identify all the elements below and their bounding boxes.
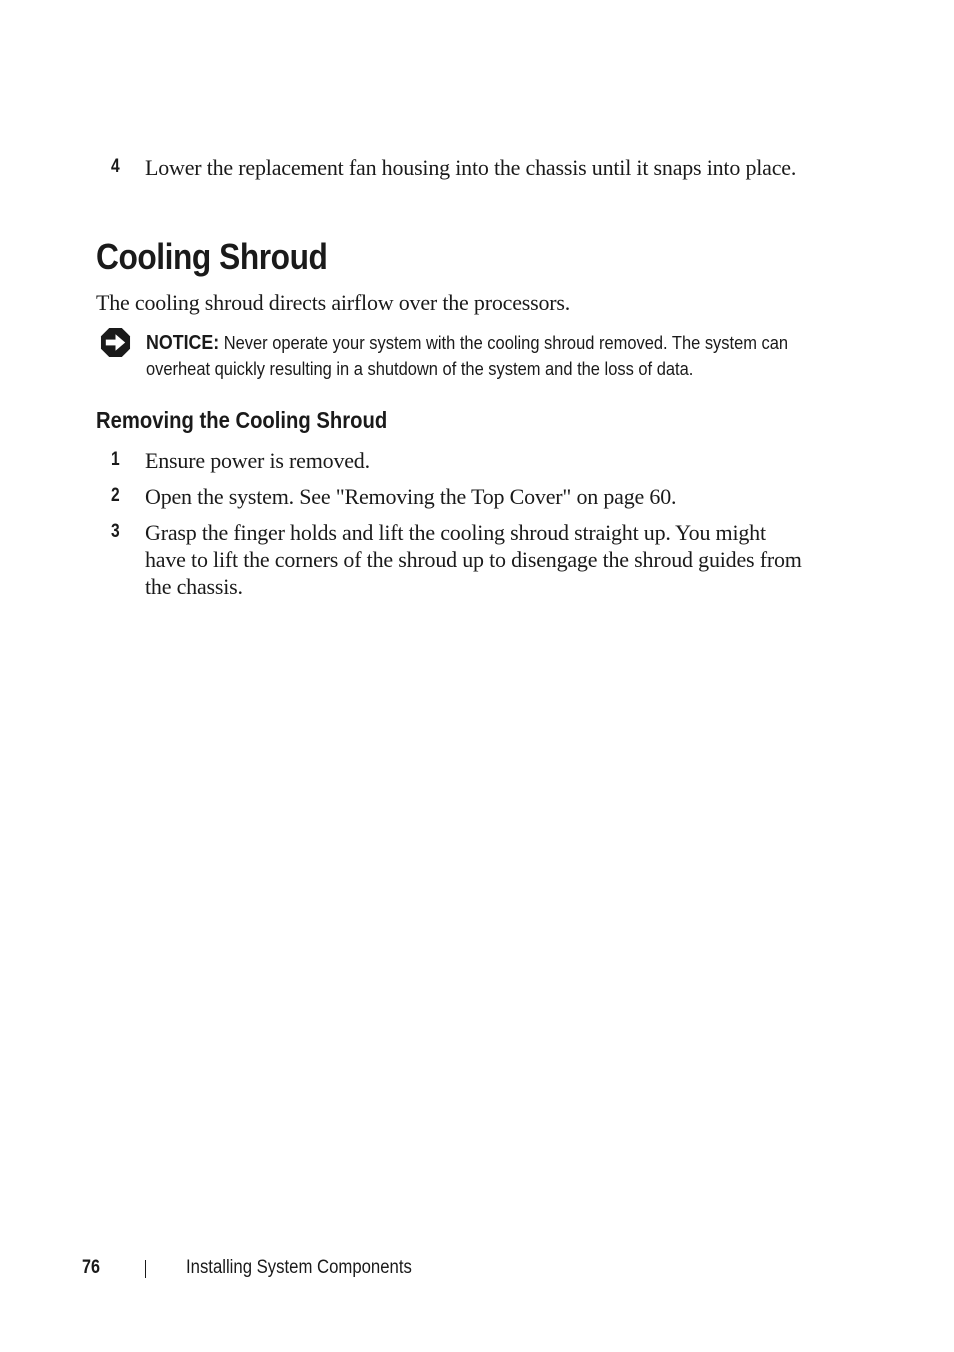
step-number: 3 (111, 521, 120, 542)
notice-block (146, 330, 822, 381)
notice-message: Never operate your system with the cooling shroud removed. The system can overheat quickly resulting in a shutdown of the system and the loss of data. (146, 332, 789, 379)
notice-arrow-icon (100, 327, 131, 358)
section-intro: The cooling shroud directs airflow over the processors. (96, 290, 571, 315)
subsection-title: Removing the Cooling Shroud (96, 407, 388, 433)
step-number: 4 (111, 156, 120, 177)
step-text: Ensure power is removed. (145, 448, 370, 473)
chapter-title: Installing System Components (186, 1257, 412, 1278)
section-title: Cooling Shroud (96, 236, 328, 277)
page-number: 76 (82, 1257, 100, 1278)
step-text: Lower the replacement fan housing into the chassis until it snaps into place. (145, 155, 797, 180)
step-number: 2 (111, 485, 120, 506)
footer-divider (145, 1260, 146, 1278)
step-number: 1 (111, 449, 120, 470)
step-text: Grasp the finger holds and lift the cooling shroud straight up. You might have to lift the corners of the shroud up to disengage the shroud guides from the chassis. (145, 520, 802, 599)
notice-label: NOTICE: (146, 332, 220, 354)
step-text: Open the system. See "Removing the Top Cover" on page 60. (145, 484, 677, 509)
